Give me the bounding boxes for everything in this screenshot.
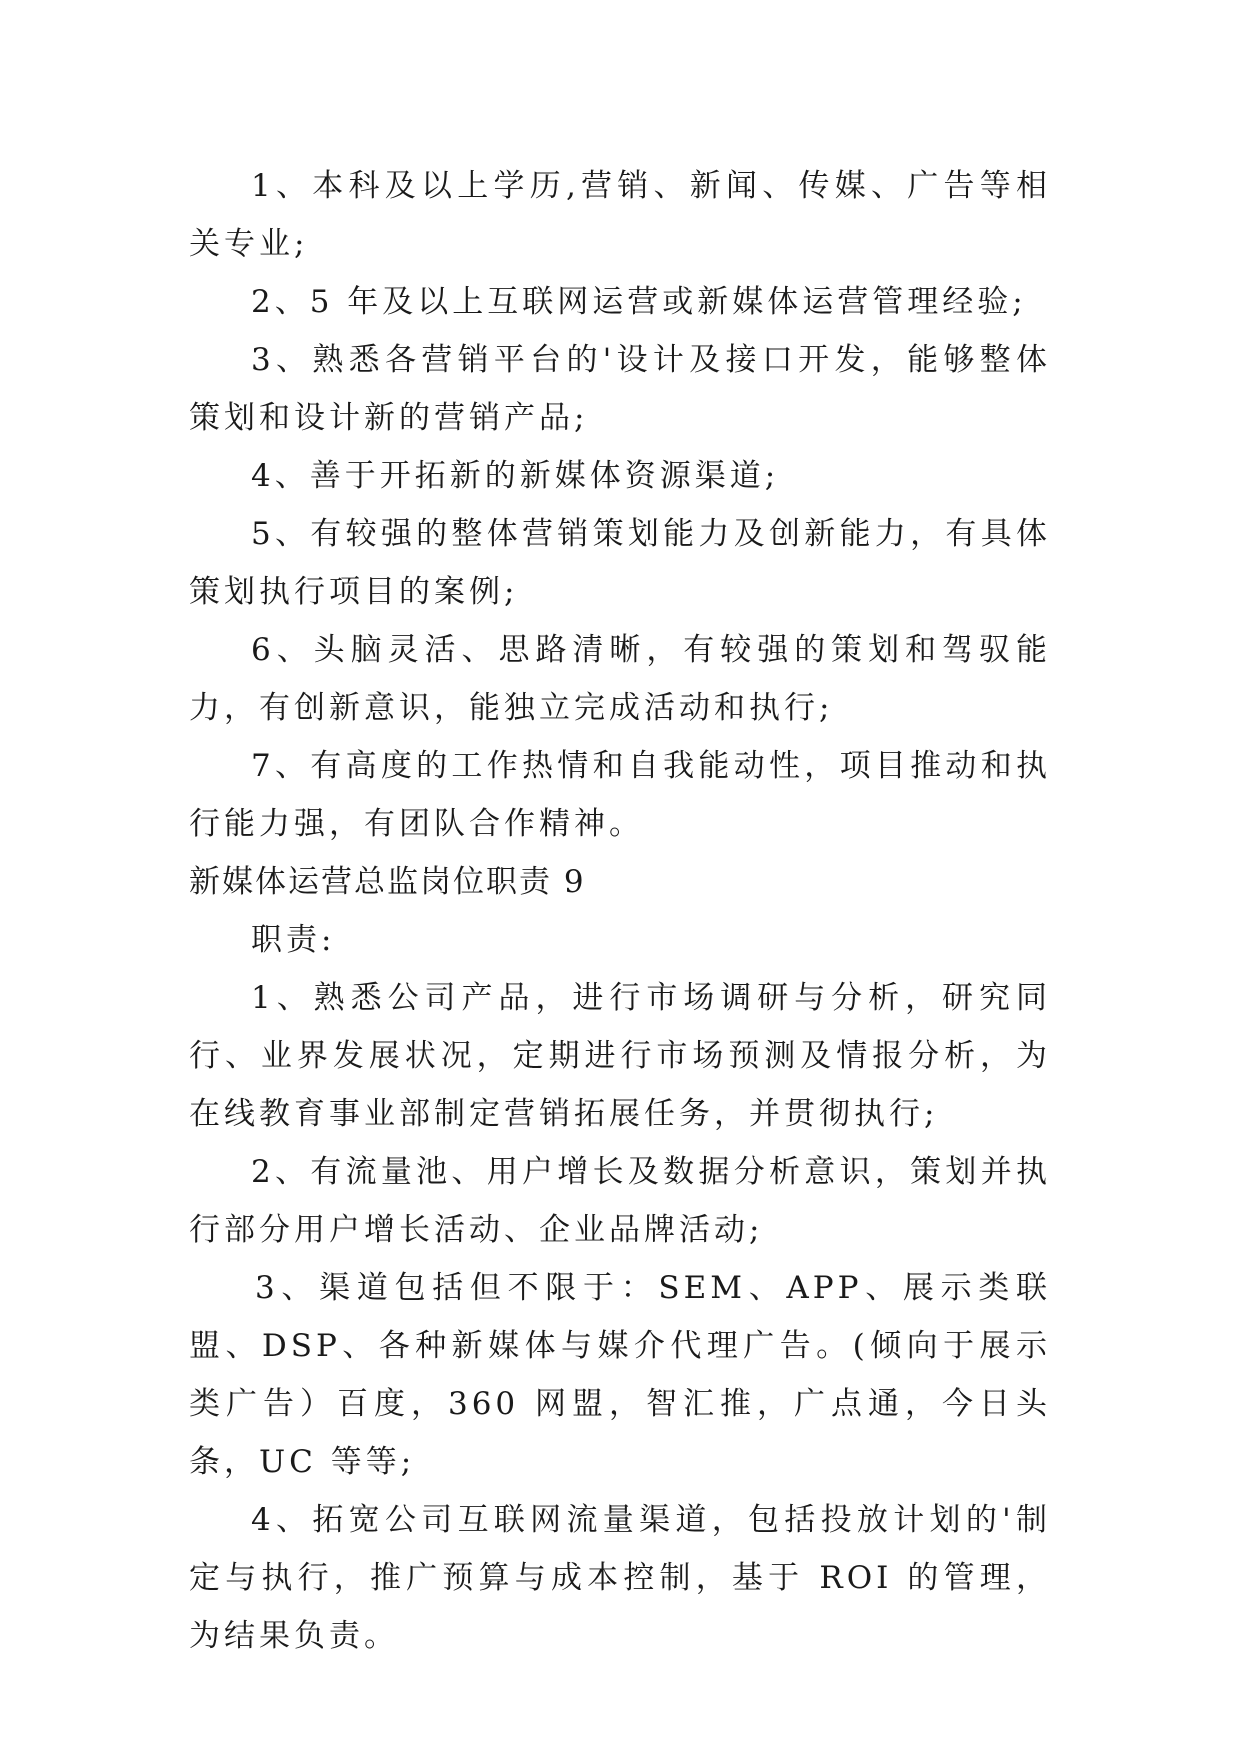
duty-item-4: 4、拓宽公司互联网流量渠道，包括投放计划的'制定与执行，推广预算与成本控制，基于 ROI 的管理，为结果负责。 <box>189 1502 1051 1654</box>
section-title: 新媒体运营总监岗位职责 9 <box>189 864 586 900</box>
duties-label: 职责: <box>251 922 336 958</box>
duty-item-3: 3、渠道包括但不限于：SEM、APP、展示类联盟、DSP、各种新媒体与媒介代理广告。(倾向于展示类广告）百度，360 网盟，智汇推，广点通，今日头条，UC 等等; <box>189 1270 1051 1480</box>
requirement-item-4: 4、善于开拓新的新媒体资源渠道; <box>251 458 780 494</box>
requirement-item-5: 5、有较强的整体营销策划能力及创新能力，有具体策划执行项目的案例; <box>189 516 1051 610</box>
requirement-item-3: 3、熟悉各营销平台的'设计及接口开发，能够整体策划和设计新的营销产品; <box>189 342 1051 436</box>
document-body <box>189 157 1051 1665</box>
duty-item-2: 2、有流量池、用户增长及数据分析意识，策划并执行部分用户增长活动、企业品牌活动; <box>189 1154 1051 1248</box>
requirement-item-1: 1、本科及以上学历,营销、新闻、传媒、广告等相关专业; <box>189 168 1051 262</box>
requirement-item-6: 6、头脑灵活、思路清晰，有较强的策划和驾驭能力，有创新意识，能独立完成活动和执行; <box>189 632 1051 726</box>
requirement-item-2: 2、5 年及以上互联网运营或新媒体运营管理经验; <box>251 284 1027 320</box>
requirement-item-7: 7、有高度的工作热情和自我能动性，项目推动和执行能力强，有团队合作精神。 <box>189 748 1051 842</box>
duty-item-1: 1、熟悉公司产品，进行市场调研与分析，研究同行、业界发展状况，定期进行市场预测及情报分析，为在线教育事业部制定营销拓展任务，并贯彻执行; <box>189 980 1051 1132</box>
